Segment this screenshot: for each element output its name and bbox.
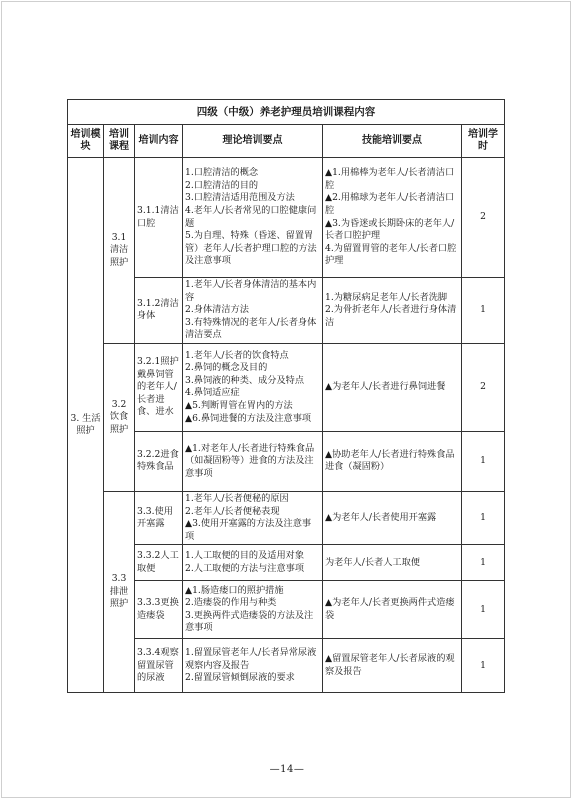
page-number: —14—	[269, 764, 305, 775]
skill-point: ▲2.用棉球为老年人/长者清洁口腔	[325, 192, 455, 216]
hours-cell: 2	[462, 343, 505, 431]
content-cell: 3.3.2人工取便	[135, 545, 183, 581]
skill-point: ▲为老年人/长者进行鼻饲进餐	[325, 381, 446, 393]
header-row	[68, 125, 505, 158]
theory-cell	[183, 639, 323, 693]
header-module: 培训模块	[68, 125, 104, 158]
skill-cell	[323, 158, 462, 278]
hours-cell: 1	[462, 581, 505, 639]
skill-point: ▲为老年人/长者更换两件式造瘘袋	[325, 597, 455, 621]
content-cell: 3.3.使用开塞露	[135, 491, 183, 544]
theory-cell	[183, 158, 323, 278]
table-row	[68, 343, 505, 431]
skill-point: 2.为骨折老年人/长者进行身体清洁	[325, 304, 457, 328]
theory-cell	[183, 545, 323, 581]
hours-cell: 1	[462, 431, 505, 491]
theory-cell	[183, 278, 323, 344]
skill-point: ▲为老年人/长者使用开塞露	[325, 511, 437, 523]
theory-point: 1.老年人/长者的饮食特点	[185, 349, 289, 361]
header-skill: 技能培训要点	[323, 125, 462, 158]
skill-cell	[323, 581, 462, 639]
module-cell: 3. 生活照护	[68, 158, 104, 693]
content-cell: 3.2.2进食特殊食品	[135, 431, 183, 491]
theory-point: 4.老年人/长者常见的口腔健康问题	[185, 204, 317, 229]
theory-point: 2.造瘘袋的作用与种类	[185, 597, 277, 609]
theory-point: ▲5.判断胃管在胃内的方法	[185, 400, 293, 412]
theory-point: 2.鼻饲的概念及目的	[185, 362, 268, 374]
course-table	[67, 99, 505, 693]
course-cell: 3.2 饮食照护	[104, 343, 135, 491]
theory-point: 3.有特殊情况的老年人/长者身体清洁要点	[185, 316, 317, 341]
theory-point: 1.口腔清洁的概念	[185, 167, 259, 179]
theory-point: 1.老年人/长者便秘的原因	[185, 492, 289, 504]
theory-point: 1.老年人/长者身体清洁的基本内容	[185, 279, 317, 303]
theory-point: 3.口腔清洁适用范围及方法	[185, 192, 295, 204]
hours-cell: 1	[462, 545, 505, 581]
theory-point: 1.留置尿管老年人/长者异常尿液观察内容及报告	[185, 646, 317, 671]
content-cell: 3.1.2清洁身体	[135, 278, 183, 344]
hours-cell: 1	[462, 639, 505, 693]
course-cell: 3.3 排泄照护	[104, 491, 135, 692]
table-row	[68, 158, 505, 278]
theory-point: 2.人工取便的方法与注意事项	[185, 562, 305, 574]
table-row	[68, 491, 505, 544]
header-hours: 培训学时	[462, 125, 505, 158]
theory-point: 5.为自理、特殊（昏迷、留置胃管）老年人/长者护理口腔的方法及注意事项	[185, 230, 317, 267]
theory-point: 4.鼻饲适应症	[185, 387, 240, 399]
theory-cell	[183, 431, 323, 491]
skill-cell	[323, 639, 462, 693]
content-cell: 3.3.4观察留置尿管的尿液	[135, 639, 183, 693]
header-content: 培训内容	[135, 125, 183, 158]
theory-point: 3.更换两件式造瘘袋的方法及注意事项	[185, 609, 314, 634]
theory-point: 2.身体清洁方法	[185, 304, 249, 316]
skill-cell	[323, 278, 462, 344]
skill-cell	[323, 343, 462, 431]
skill-point: ▲留置尿管老年人/长者尿液的观察及报告	[325, 653, 455, 677]
header-theory: 理论培训要点	[183, 125, 323, 158]
header-course: 培训课程	[104, 125, 135, 158]
hours-cell: 1	[462, 278, 505, 344]
theory-point: ▲1.对老年人/长者进行特殊食品（如凝固粉等）进食的方法及注意事项	[185, 442, 315, 479]
table-title: 四级（中级）养老护理员培训课程内容	[68, 100, 505, 125]
theory-cell	[183, 491, 323, 544]
content-cell: 3.1.1清洁口腔	[135, 158, 183, 278]
skill-point: 为老年人/长者人工取便	[325, 556, 420, 568]
skill-cell	[323, 545, 462, 581]
theory-point: ▲1.肠造瘘口的照护措施	[185, 584, 284, 596]
skill-point: ▲1.用棉棒为老年人/长者清洁口腔	[325, 167, 455, 191]
theory-cell	[183, 343, 323, 431]
hours-cell: 2	[462, 158, 505, 278]
skill-point: ▲协助老年人/长者进行特殊食品进食（凝固粉）	[325, 448, 455, 473]
course-cell: 3.1 清洁照护	[104, 158, 135, 344]
theory-cell	[183, 581, 323, 639]
theory-point: ▲3.使用开塞露的方法及注意事项	[185, 518, 312, 542]
theory-point: 3.鼻饲液的种类、成分及特点	[185, 374, 305, 386]
skill-point: 4.为留置胃管的老年人/长者口腔护理	[325, 242, 457, 267]
content-cell: 3.2.1照护戴鼻饲管的老年人/长者进食、进水	[135, 343, 183, 431]
theory-point: 1.人工取便的目的及适用对象	[185, 550, 305, 562]
theory-point: ▲6.鼻饲进餐的方法及注意事项	[185, 412, 312, 424]
theory-point: 2.老年人/长者便秘表现	[185, 505, 280, 517]
hours-cell: 1	[462, 491, 505, 544]
theory-point: 2.留置尿管倾倒尿液的要求	[185, 672, 295, 684]
content-cell: 3.3.3更换造瘘袋	[135, 581, 183, 639]
skill-point: ▲3.为昏迷或长期卧床的老年人/长者口腔护理	[325, 217, 455, 242]
skill-cell	[323, 431, 462, 491]
skill-point: 1.为糖尿病足老年人/长者洗脚	[325, 291, 448, 303]
skill-cell	[323, 491, 462, 544]
theory-point: 2.口腔清洁的目的	[185, 179, 259, 191]
